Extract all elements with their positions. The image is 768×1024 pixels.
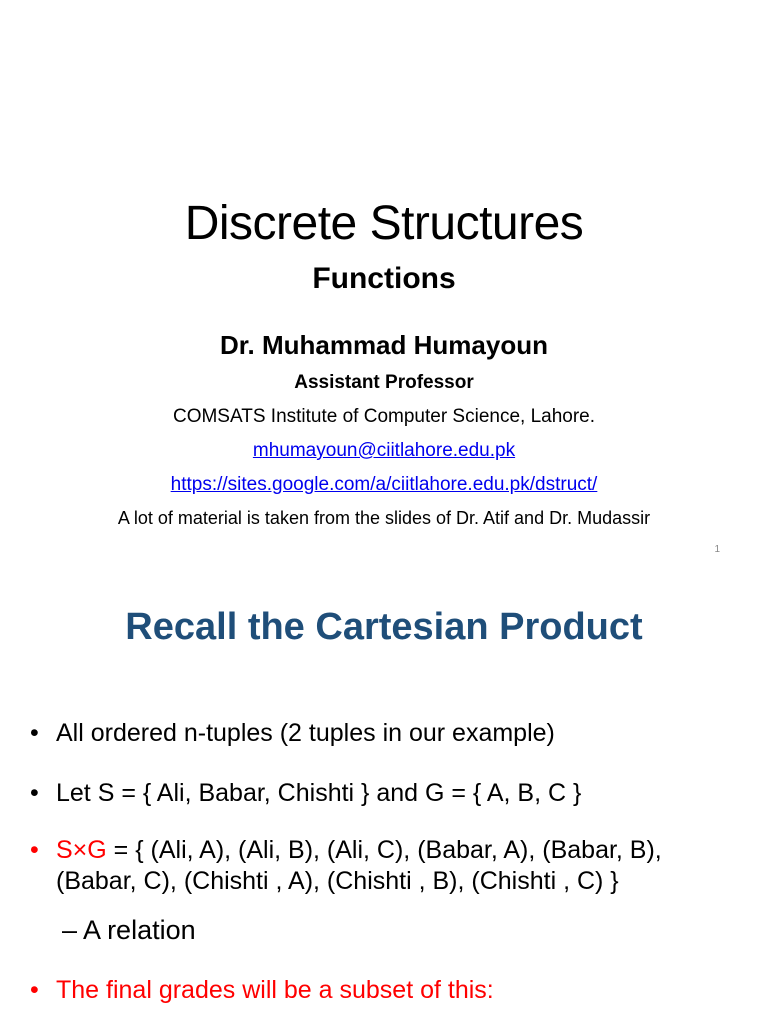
bullet-dot: •	[30, 719, 39, 747]
bullet-item	[30, 975, 750, 1006]
sub-bullet-dash: –	[62, 915, 78, 945]
author-name: Dr. Muhammad Humayoun	[220, 330, 548, 360]
cartesian-product-label: S×G	[56, 836, 107, 864]
content-slide	[0, 576, 768, 1024]
email-row	[0, 440, 768, 462]
course-url-link[interactable]: https://sites.google.com/a/ciitlahore.edu.pk/dstruct/	[170, 474, 598, 495]
sub-bullet-item	[62, 914, 196, 946]
slide-title: Recall the Cartesian Product	[125, 606, 643, 648]
sub-bullet-text: A relation	[83, 915, 196, 945]
email-link[interactable]: mhumayoun@ciitlahore.edu.pk	[252, 440, 516, 461]
bullet-text: Let S = { Ali, Babar, Chishti } and G = { A, B, C }	[56, 779, 582, 807]
url-row	[0, 474, 768, 496]
slide-title: Discrete Structures	[184, 197, 584, 250]
bullet-text: The final grades will be a subset of this:	[56, 976, 494, 1004]
bullet-dot: •	[30, 976, 39, 1004]
bullet-text	[56, 835, 750, 897]
bullet-item	[30, 835, 750, 897]
bullet-dot: •	[30, 779, 39, 807]
slide-subtitle: Functions	[312, 262, 456, 295]
author-role: Assistant Professor	[294, 372, 474, 393]
credit-note: A lot of material is taken from the slides of Dr. Atif and Dr. Mudassir	[117, 508, 651, 528]
bullet-text-line2: (Babar, C), (Chishti , A), (Chishti , B), (Chishti , C) }	[56, 867, 619, 895]
bullet-item	[30, 778, 750, 809]
bullet-text-line1: = { (Ali, A), (Ali, B), (Ali, C), (Babar, A), (Babar, B),	[106, 836, 662, 864]
bullet-dot: •	[30, 836, 39, 864]
bullet-item	[30, 718, 750, 749]
bullet-text: All ordered n-tuples (2 tuples in our example)	[56, 719, 555, 747]
slide-number: 1	[714, 544, 720, 555]
institution: COMSATS Institute of Computer Science, Lahore.	[172, 406, 596, 427]
